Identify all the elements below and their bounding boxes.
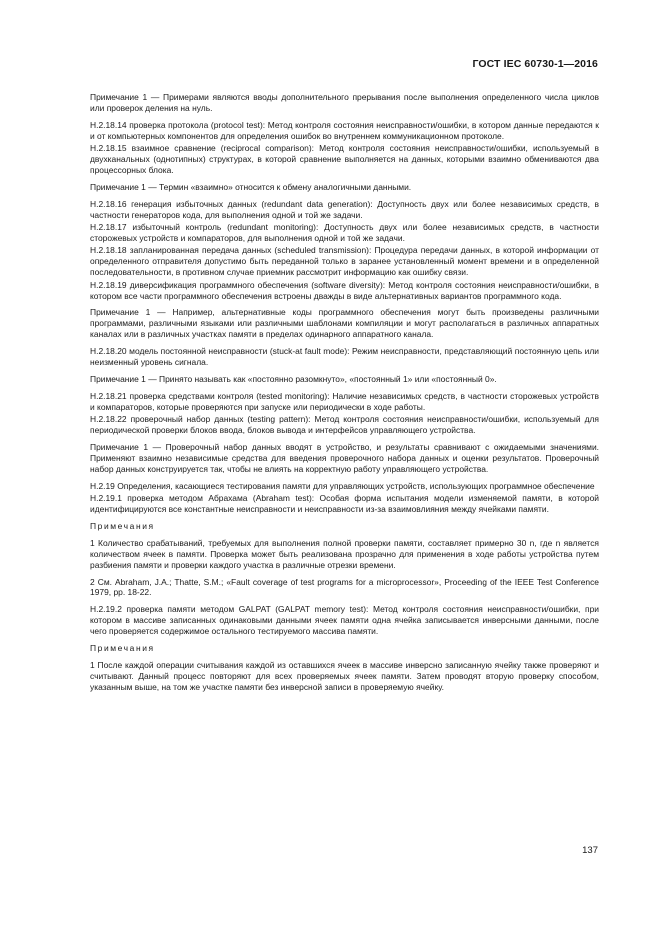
paragraph-text: Н.2.18.17 избыточный контроль (redundant monitoring): Доступность двух или более независимых средств, в частности сторожевых устройств и компараторов, для выполнения одной и той же задачи. [90,222,599,243]
paragraph-text: Примечания [90,520,155,531]
paragraph-text: 1 Количество срабатываний, требуемых для выполнения полной проверки памяти, составляет примерно 30 n, где n является количеством ячеек в памяти. Проверка может быть реализована прозрачно для применения в ходе работы устройства путем разбиения памяти и проверки каждого участка в различные отрезки времени. [90,537,599,570]
paragraph-text: Н.2.18.20 модель постоянной неисправности (stuck-at fault mode): Режим неисправности, представляющий постоянную цепь или неизменный уровень сигнала. [90,346,599,368]
paragraph-text: Н.2.19.1 проверка методом Абрахама (Abraham test): Особая форма испытания модели изменяемой памяти, в которой идентифицируются все константные неисправности и неисправности из-за взаимовлияния между ячейками памяти. [90,493,599,514]
definition-paragraph [90,222,599,244]
paragraph-text: Примечание 1 — Принято называть как «постоянно разомкнуто», «постоянный 1» или «постоянный 0». [90,373,497,384]
section-heading-paragraph [90,481,599,492]
paragraph-text: Примечания [90,643,155,654]
notes-heading [90,643,599,654]
note-paragraph [90,577,599,599]
page-number: 137 [582,845,598,856]
paragraph-text: Примечание 1 — Проверочный набор данных вводят в устройство, и результаты сравнивают с ожидаемыми значениями. Применяют взаимно независимые средства для введения проверочного набора данных и оценки результатов. Проверочный набор данных конструируется так, чтобы не влиять на корректную работу управляющего устройства. [90,441,599,474]
paragraph-text: Н.2.18.15 взаимное сравнение (reciprocal comparison): Метод контроля состояния неисправности/ошибки, используемый в двухканальных (однотипных) структурах, в которой сравнение выполняется на данных, которыми взаимно обмениваются два процессорных блока. [90,143,599,175]
document-header: ГОСТ IEC 60730-1—2016 [472,58,598,70]
definition-paragraph [90,604,599,637]
paragraph-text: Н.2.19 Определения, касающиеся тестирования памяти для управляющих устройств, использующих программное обеспечение [90,480,595,491]
paragraph-text: Н.2.18.18 запланированная передача данных (scheduled transmission): Процедура передачи данных, в которой информации от определенного отправителя допустимо быть переданной только в заранее установленный момент времени и в определенной последовательности, в противном случае приемник рассмотрит информацию как ошибку связи. [90,245,599,278]
paragraph-text: 2 См. Abraham, J.A.; Thatte, S.M.; «Fault coverage of test programs for a microprocessor», Proceeding of the IEEE Test Conference 1979, pp. 18-22. [90,576,599,598]
definition-paragraph [90,346,599,368]
definition-paragraph [90,245,599,278]
definition-paragraph [90,199,599,221]
note-paragraph [90,307,599,340]
definition-paragraph [90,493,599,515]
definition-paragraph [90,143,599,176]
paragraph-text: Н.2.18.16 генерация избыточных данных (redundant data generation): Доступность двух или более независимых средств, в частности генераторов кода, для выполнения одной и той же задачи. [90,198,599,220]
definition-paragraph [90,120,599,142]
definition-paragraph [90,391,599,413]
paragraph-text: 1 После каждой операции считывания каждой из оставшихся ячеек в массиве инверсно записанную ячейку также проверяют и считывают. Данный процесс повторяют для всех проверяемых ячеек памяти. Затем проводят вторую проверку способом, указанным выше, на том же участке памяти без инверсной записи в проверяемую ячейку. [90,659,599,692]
paragraph-text: Н.2.18.22 проверочный набор данных (testing pattern): Метод контроля состояния неисправности/ошибки, используемый для периодической проверки блоков ввода, блоков вывода и интерфейсов управляющего устройства. [90,414,599,436]
document-body [90,92,599,693]
paragraph-text: Примечание 1 — Термин «взаимно» относится к обмену аналогичными данными. [90,181,412,192]
definition-paragraph [90,280,599,302]
note-paragraph [90,538,599,571]
note-paragraph [90,374,599,385]
paragraph-text: Примечание 1 — Например, альтернативные коды программного обеспечения могут быть произведены различными программами, различными языками или различными шаблонами компиляции и могут располагаться в различных аппаратных каналах или в различных участках памяти в пределах одинарного аппаратного канала. [90,307,599,340]
note-paragraph [90,660,599,693]
definition-paragraph [90,414,599,436]
note-paragraph [90,442,599,475]
notes-heading [90,521,599,532]
note-paragraph [90,182,599,193]
note-paragraph [90,92,599,114]
paragraph-text: Н.2.18.19 диверсификация программного обеспечения (software diversity): Метод контроля состояния неисправности/ошибки, в котором все части программного обеспечения встроены дважды в виде альтернативных вариантов программного кода. [90,279,599,301]
paragraph-text: Примечание 1 — Примерами являются вводы дополнительного прерывания после выполнения определенного числа циклов или проверок деления на нуль. [90,92,599,113]
paragraph-text: Н.2.19.2 проверка памяти методом GALPAT (GALPAT memory test): Метод контроля состояния неисправности/ошибки, при котором в массиве записанных одинаковыми данными ячеек памяти одна ячейка записывается инверсными данными, после чего проверяется содержимое остального тестируемого массива памяти. [90,604,599,637]
paragraph-text: Н.2.18.14 проверка протокола (protocol test): Метод контроля состояния неисправности/ошибки, в котором данные передаются к и от компьютерных компонентов для определения ошибок во внутреннем коммуникационном протоколе. [90,119,599,141]
paragraph-text: Н.2.18.21 проверка средствами контроля (tested monitoring): Наличие независимых средств, в частности сторожевых устройств и компараторов, которые проверяются при запуске или периодически в ходе работы. [90,390,599,412]
